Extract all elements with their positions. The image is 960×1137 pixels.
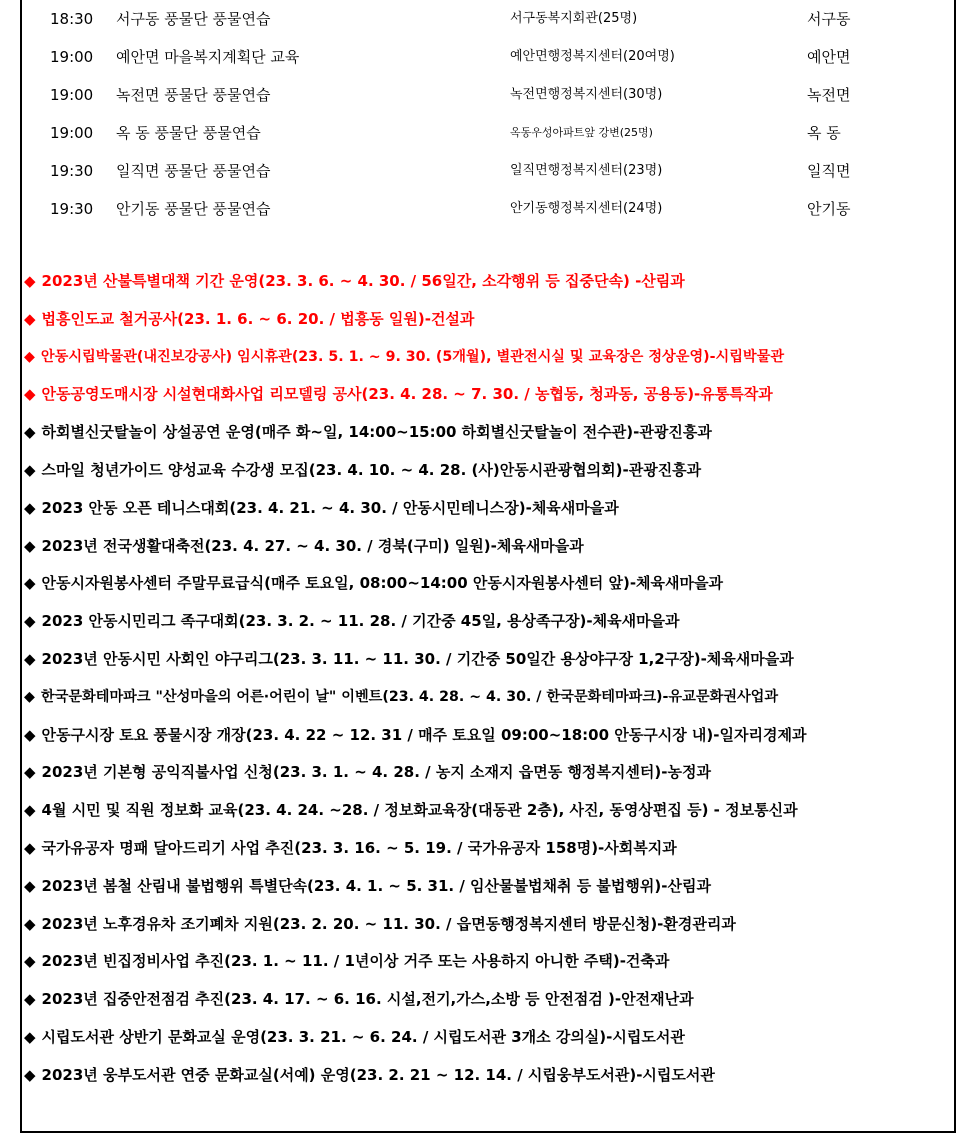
notice-item xyxy=(22,606,954,636)
notice-text: 2023년 웅부도서관 연중 문화교실(서예) 운영(23. 2. 21 ~ 12. 14. / 시립웅부도서관)-시립도서관 xyxy=(41,1065,715,1084)
diamond-bullet-icon: ◆ xyxy=(24,914,36,933)
notice-text: 2023년 봄철 산림내 불법행위 특별단속(23. 4. 1. ~ 5. 31. / 임산물불법채취 등 불법행위)-산림과 xyxy=(41,876,711,895)
schedule-time: 18:30 xyxy=(50,10,94,28)
notice-item xyxy=(22,493,954,523)
schedule-location: 서구동 xyxy=(807,10,851,28)
notice-item-highlight xyxy=(22,266,954,296)
notice-item xyxy=(22,946,954,976)
notice-item xyxy=(22,455,954,485)
diamond-bullet-icon: ◆ xyxy=(24,309,36,328)
schedule-row xyxy=(22,156,954,186)
schedule-event: 안기동 풍물단 풍물연습 xyxy=(116,200,271,218)
schedule-place: 예안면행정복지센터(20여명) xyxy=(510,49,675,64)
notice-text: 안동공영도매시장 시설현대화사업 리모델링 공사(23. 4. 28. ~ 7. 30. / 농협동, 청과동, 공용동)-유통특작과 xyxy=(41,385,773,404)
diamond-bullet-icon: ◆ xyxy=(24,952,36,971)
diamond-bullet-icon: ◆ xyxy=(24,650,36,668)
notice-text: 2023년 기본형 공익직불사업 신청(23. 3. 1. ~ 4. 28. / 농지 소재지 읍면동 행정복지센터)-농정과 xyxy=(41,763,711,782)
diamond-bullet-icon: ◆ xyxy=(24,348,35,365)
schedule-event: 예안면 마을복지계획단 교육 xyxy=(116,48,300,66)
schedule-place: 일직면행정복지센터(23명) xyxy=(510,163,663,178)
schedule-event: 옥 동 풍물단 풍물연습 xyxy=(116,124,261,142)
diamond-bullet-icon: ◆ xyxy=(24,461,36,479)
schedule-time: 19:30 xyxy=(50,200,94,218)
notice-text: 4월 시민 및 직원 정보화 교육(23. 4. 24. ~28. / 정보화교육장(대동관 2층), 사진, 동영상편집 등) - 정보통신과 xyxy=(41,801,798,820)
diamond-bullet-icon: ◆ xyxy=(24,423,36,442)
notice-text: 법흥인도교 철거공사(23. 1. 6. ~ 6. 20. / 법흥동 일원)-건설과 xyxy=(41,309,475,328)
notice-text: 2023년 산불특별대책 기간 운영(23. 3. 6. ~ 4. 30. / 56일간, 소각행위 등 집중단속) -산림과 xyxy=(41,272,685,290)
schedule-row xyxy=(22,194,954,224)
diamond-bullet-icon: ◆ xyxy=(24,536,36,555)
notice-text: 2023년 집중안전점검 추진(23. 4. 17. ~ 6. 16. 시설,전기,가스,소방 등 안전점검 )-안전재난과 xyxy=(41,990,694,1009)
notice-item xyxy=(22,644,954,674)
notice-item-highlight xyxy=(22,304,954,334)
notice-text: 2023 안동시민리그 족구대회(23. 3. 2. ~ 11. 28. / 기간중 45일, 용상족구장)-체육새마을과 xyxy=(41,612,680,631)
notice-item xyxy=(22,417,954,447)
notice-item xyxy=(22,871,954,901)
notice-text: 안동시자원봉사센터 주말무료급식(매주 토요일, 08:00~14:00 안동시자원봉사센터 앞)-체육새마을과 xyxy=(41,574,723,593)
notice-text: 2023년 안동시민 사회인 야구리그(23. 3. 11. ~ 11. 30. / 기간중 50일간 용상야구장 1,2구장)-체육새마을과 xyxy=(41,650,794,668)
schedule-time: 19:00 xyxy=(50,124,94,142)
notice-text: 안동구시장 토요 풍물시장 개장(23. 4. 22 ~ 12. 31 / 매주 토요일 09:00~18:00 안동구시장 내)-일자리경제과 xyxy=(41,725,807,744)
notice-item-highlight xyxy=(22,379,954,409)
diamond-bullet-icon: ◆ xyxy=(24,725,36,744)
notice-item xyxy=(22,984,954,1014)
schedule-location: 옥 동 xyxy=(807,124,841,142)
notice-text: 2023 안동 오픈 테니스대회(23. 4. 21. ~ 4. 30. / 안동시민테니스장)-체육새마을과 xyxy=(41,498,619,517)
schedule-event: 서구동 풍물단 풍물연습 xyxy=(116,10,271,28)
schedule-event: 녹전면 풍물단 풍물연습 xyxy=(116,86,271,104)
schedule-place: 녹전면행정복지센터(30명) xyxy=(510,87,663,102)
schedule-row xyxy=(22,4,954,34)
notice-item xyxy=(22,909,954,939)
diamond-bullet-icon: ◆ xyxy=(24,1065,36,1084)
notice-item xyxy=(22,568,954,598)
diamond-bullet-icon: ◆ xyxy=(24,1028,36,1046)
diamond-bullet-icon: ◆ xyxy=(24,688,35,705)
schedule-row xyxy=(22,42,954,72)
schedule-location: 예안면 xyxy=(807,48,851,66)
diamond-bullet-icon: ◆ xyxy=(24,990,36,1009)
notice-item xyxy=(22,833,954,863)
notice-item xyxy=(22,757,954,787)
schedule-time: 19:30 xyxy=(50,162,94,180)
diamond-bullet-icon: ◆ xyxy=(24,574,36,593)
notice-text: 하회별신굿탈놀이 상설공연 운영(매주 화~일, 14:00~15:00 하회별신굿탈놀이 전수관)-관광진흥과 xyxy=(41,423,712,442)
notice-text: 스마일 청년가이드 양성교육 수강생 모집(23. 4. 10. ~ 4. 28. (사)안동시관광협의회)-관광진흥과 xyxy=(41,461,702,479)
schedule-location: 녹전면 xyxy=(807,86,851,104)
diamond-bullet-icon: ◆ xyxy=(24,839,36,857)
notice-item xyxy=(22,1060,954,1090)
diamond-bullet-icon: ◆ xyxy=(24,612,36,631)
document-frame xyxy=(20,0,956,1133)
notice-text: 안동시립박물관(내진보강공사) 임시휴관(23. 5. 1. ~ 9. 30. (5개월), 별관전시실 및 교육장은 정상운영)-시립박물관 xyxy=(40,348,785,365)
notice-text: 2023년 전국생활대축전(23. 4. 27. ~ 4. 30. / 경북(구미) 일원)-체육새마을과 xyxy=(41,536,584,555)
diamond-bullet-icon: ◆ xyxy=(24,876,36,895)
diamond-bullet-icon: ◆ xyxy=(24,272,36,290)
schedule-place: 서구동복지회관(25명) xyxy=(510,11,638,26)
notice-item xyxy=(22,720,954,750)
diamond-bullet-icon: ◆ xyxy=(24,763,36,782)
notice-item-highlight xyxy=(22,342,954,372)
notice-text: 한국문화테마파크 "산성마을의 어른·어린이 날" 이벤트(23. 4. 28. ~ 4. 30. / 한국문화테마파크)-유교문화권사업과 xyxy=(40,688,779,705)
schedule-event: 일직면 풍물단 풍물연습 xyxy=(116,162,271,180)
notice-item xyxy=(22,682,954,712)
schedule-time: 19:00 xyxy=(50,48,94,66)
notice-item xyxy=(22,795,954,825)
schedule-row xyxy=(22,118,954,148)
notice-text: 2023년 빈집정비사업 추진(23. 1. ~ 11. / 1년이상 거주 또는 사용하지 아니한 주택)-건축과 xyxy=(41,952,670,971)
schedule-location: 일직면 xyxy=(807,162,851,180)
schedule-location: 안기동 xyxy=(807,200,851,218)
notice-item xyxy=(22,531,954,561)
schedule-time: 19:00 xyxy=(50,86,94,104)
diamond-bullet-icon: ◆ xyxy=(24,385,36,404)
schedule-place: 안기동행정복지센터(24명) xyxy=(510,201,663,216)
diamond-bullet-icon: ◆ xyxy=(24,801,36,820)
notice-text: 2023년 노후경유차 조기폐차 지원(23. 2. 20. ~ 11. 30. / 읍면동행정복지센터 방문신청)-환경관리과 xyxy=(41,914,736,933)
diamond-bullet-icon: ◆ xyxy=(24,498,36,517)
notice-text: 국가유공자 명패 달아드리기 사업 추진(23. 3. 16. ~ 5. 19. / 국가유공자 158명)-사회복지과 xyxy=(41,839,677,857)
notice-text: 시립도서관 상반기 문화교실 운영(23. 3. 21. ~ 6. 24. / 시립도서관 3개소 강의실)-시립도서관 xyxy=(41,1028,685,1046)
schedule-row xyxy=(22,80,954,110)
notice-item xyxy=(22,1022,954,1052)
schedule-place: 옥동우성아파트앞 강변(25명) xyxy=(510,126,653,139)
